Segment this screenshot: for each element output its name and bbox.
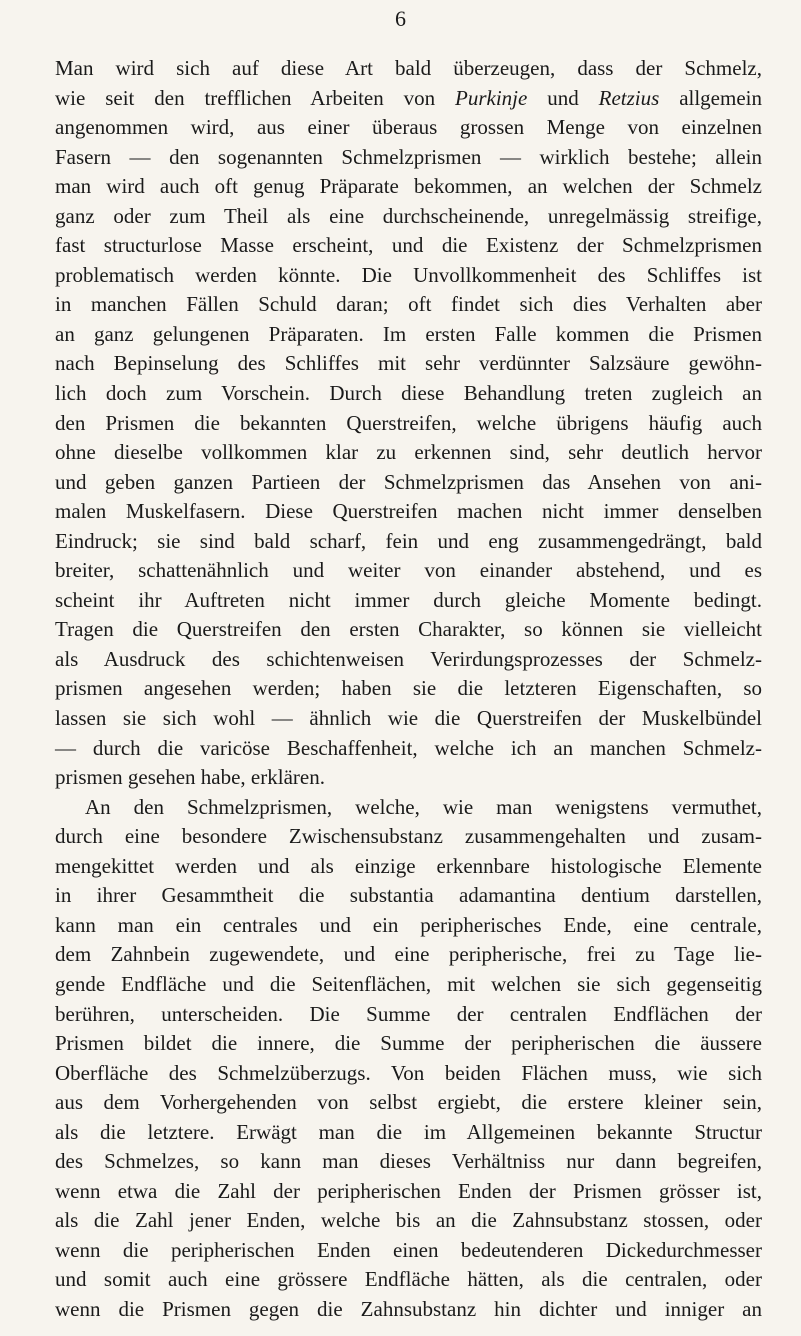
text-line: Eindruck; sie sind bald scharf, fein und eng zusammengedrängt, bald [55,528,762,553]
text-line: kann man ein centrales und ein peripherisches Ende, eine centrale, [55,912,762,937]
text-line: prismen angesehen werden; haben sie die letzteren Eigenschaften, so [55,676,762,701]
text-line: breiter, schattenähnlich und weiter von einander abstehend, und es [55,558,762,583]
text-line: malen Muskelfasern. Diese Querstreifen machen nicht immer denselben [55,499,762,524]
text-line: berühren, unterscheiden. Die Summe der centralen Endflächen der [55,1001,762,1026]
text-line: lassen sie sich wohl — ähnlich wie die Querstreifen der Muskelbündel [55,706,762,731]
text-line: als die Zahl jener Enden, welche bis an die Zahnsubstanz stossen, oder [55,1208,762,1233]
text-line: — durch die varicöse Beschaffenheit, welche ich an manchen Schmelz- [55,735,762,760]
text-line: problematisch werden könnte. Die Unvollkommenheit des Schliffes ist [55,262,762,287]
text-line: angenommen wird, aus einer überaus grossen Menge von einzelnen [55,115,762,140]
text-line: nach Bepinselung des Schliffes mit sehr verdünnter Salzsäure gewöhn- [55,351,762,376]
text-line: lich doch zum Vorschein. Durch diese Behandlung treten zugleich an [55,381,762,406]
text-line: als Ausdruck des schichtenweisen Verirdungsprozesses der Schmelz- [55,646,762,671]
text-line: man wird auch oft genug Präparate bekommen, an welchen der Schmelz [55,174,762,199]
page-number: 6 [395,6,406,31]
text-line: mengekittet werden und als einzige erkennbare histologische Elemente [55,853,762,878]
text-line: wenn die peripherischen Enden einen bedeutenderen Dickedurchmesser [55,1237,762,1262]
text-line: und somit auch eine grössere Endfläche hätten, als die centralen, oder [55,1267,762,1292]
text-line: scheint ihr Auftreten nicht immer durch gleiche Momente bedingt. [55,587,762,612]
author-name: Retzius [598,85,660,110]
text-line: prismen gesehen habe, erklären. [55,765,325,790]
text-line: Man wird sich auf diese Art bald überzeugen, dass der Schmelz, [55,56,762,80]
author-name: Purkinje [455,85,528,110]
text-line: an ganz gelungenen Präparaten. Im ersten Falle kommen die Prismen [55,321,762,346]
text-line: als die letztere. Erwägt man die im Allgemeinen bekannte Structur [55,1119,762,1144]
text-line: in manchen Fällen Schuld daran; oft findet sich dies Verhalten aber [55,292,762,317]
text-line: Oberfläche des Schmelzüberzugs. Von beiden Flächen muss, wie sich [55,1060,762,1085]
text-line: An den Schmelzprismen, welche, wie man wenigstens vermuthet, [85,794,762,819]
text-line: in ihrer Gesammtheit die substantia adamantina dentium darstellen, [55,883,762,908]
text-line: durch eine besondere Zwischensubstanz zusammengehalten und zusam- [55,824,762,849]
text-line: Prismen bildet die innere, die Summe der peripherischen die äussere [55,1031,762,1056]
text-line: ganz oder zum Theil als eine durchscheinende, unregelmässig streifige, [55,203,762,228]
body-text [55,54,762,1325]
text-line: gende Endfläche und die Seitenflächen, mit welchen sie sich gegenseitig [55,971,762,996]
text-line: ohne dieselbe vollkommen klar zu erkennen sind, sehr deutlich hervor [55,440,762,465]
text-line: den Prismen die bekannten Querstreifen, welche übrigens häufig auch [55,410,762,435]
text-line: wenn die Prismen gegen die Zahnsubstanz hin dichter und inniger an [55,1296,762,1321]
text-line: aus dem Vorhergehenden von selbst ergiebt, die erstere kleiner sein, [55,1090,762,1115]
text-line: Fasern — den sogenannten Schmelzprismen — wirklich bestehe; allein [55,144,762,169]
text-line: Tragen die Querstreifen den ersten Charakter, so können sie vielleicht [55,617,762,642]
text-line: wie seit den trefflichen Arbeiten von Purkinje und Retzius allgemein [55,85,762,110]
text-line: fast structurlose Masse erscheint, und die Existenz der Schmelzprismen [55,233,762,258]
text-line: dem Zahnbein zugewendete, und eine peripherische, frei zu Tage lie- [55,942,762,967]
text-line: und geben ganzen Partieen der Schmelzprismen das Ansehen von ani- [55,469,762,494]
text-line: wenn etwa die Zahl der peripherischen Enden der Prismen grösser ist, [55,1178,762,1203]
text-line: des Schmelzes, so kann man dieses Verhältniss nur dann begreifen, [55,1149,762,1174]
